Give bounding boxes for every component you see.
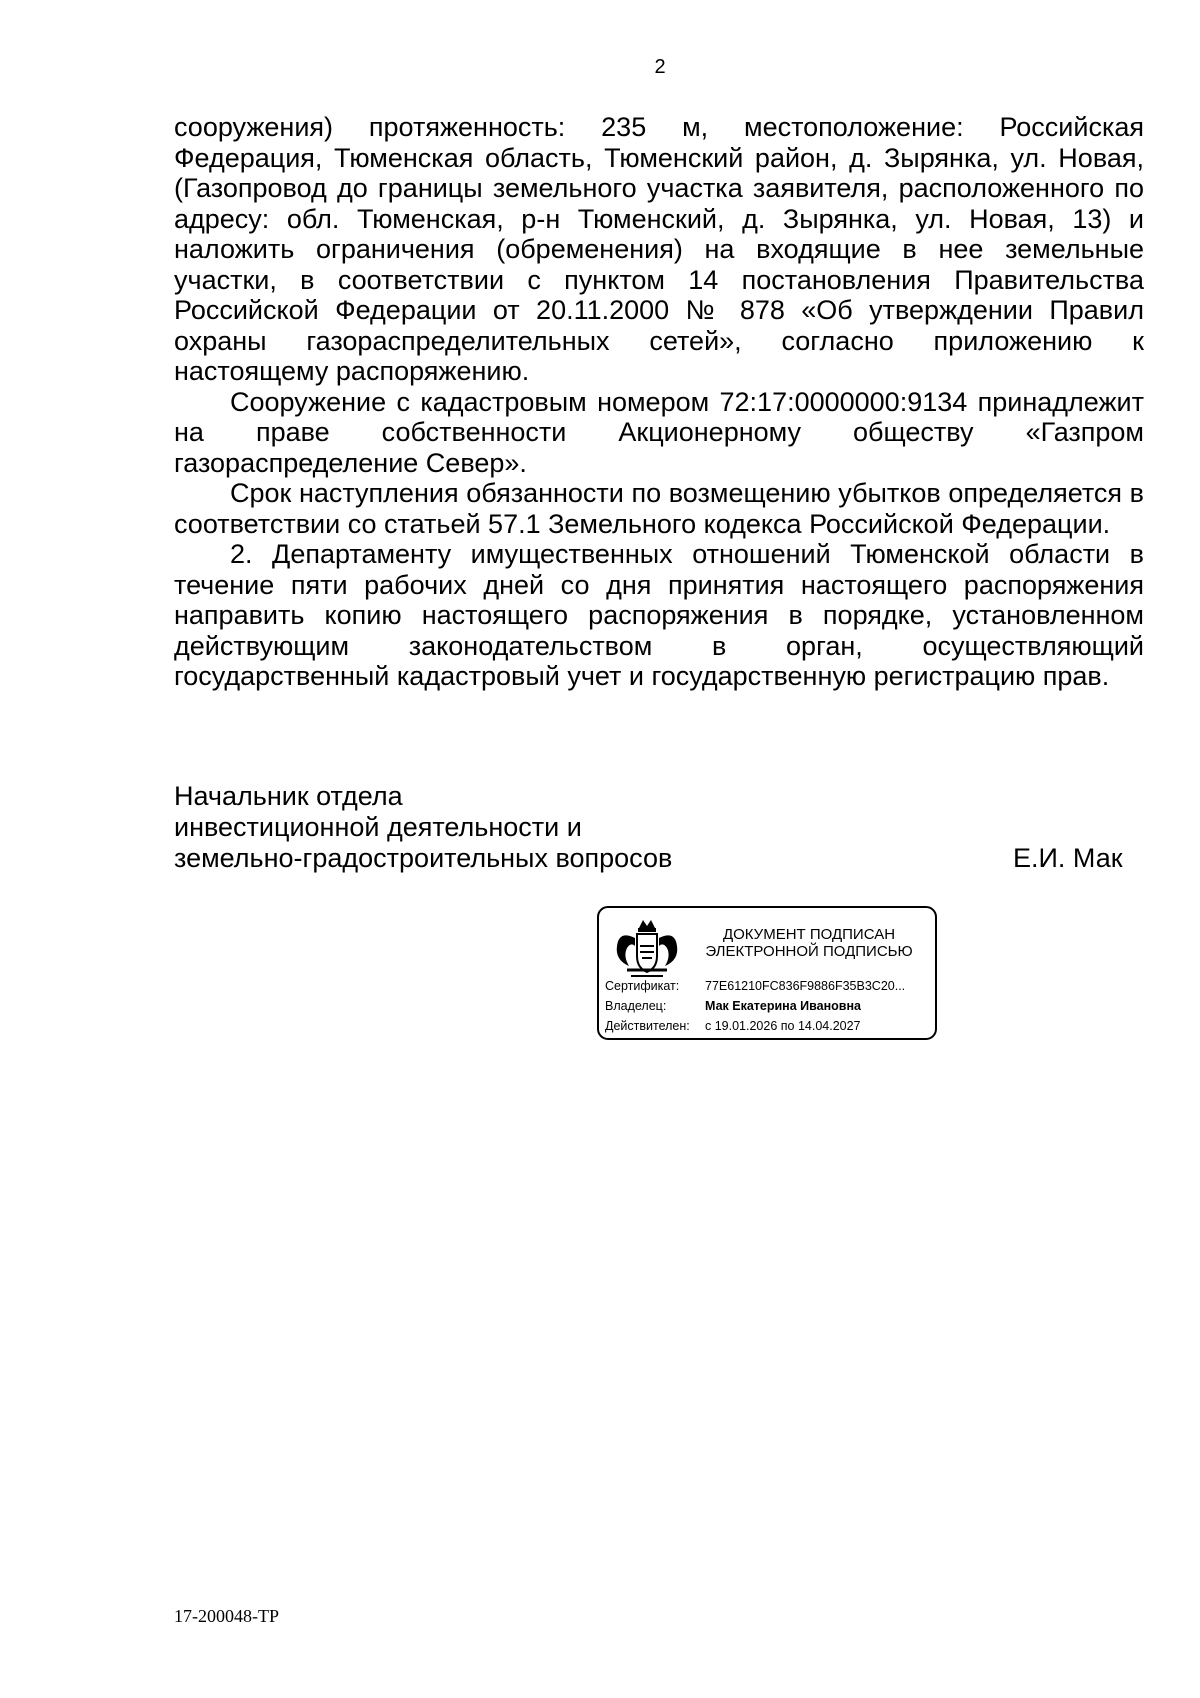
coat-of-arms-icon — [609, 916, 685, 980]
stamp-certificate-row — [605, 979, 905, 993]
paragraph-item-2: 2. Департаменту имущественных отношений Тюменской области в течение пяти рабочих дней со дня принятия настоящего распоряжения направить копию настоящего распоряжения в порядке, установленном действующим законодательством в орган, осуществляющий государственный кадастровый учет и государственную регистрацию прав. — [174, 539, 1144, 691]
validity-value: с 19.01.2026 по 14.04.2027 — [705, 1019, 861, 1033]
signatory-name: Е.И. Мак — [1013, 843, 1123, 873]
certificate-label: Сертификат: — [605, 979, 680, 993]
paragraph-ownership: Сооружение с кадастровым номером 72:17:0000000:9134 принадлежит на праве собственности Акционерному обществу «Газпром газораспределение Север». — [174, 386, 1144, 478]
electronic-signature-stamp — [597, 906, 937, 1040]
position-line: инвестиционной деятельности и — [174, 812, 582, 842]
certificate-value: 77E61210FC836F9886F35B3C20... — [705, 979, 906, 993]
stamp-validity-row — [605, 1019, 861, 1033]
position-line: Начальник отдела — [174, 781, 403, 811]
document-body — [174, 112, 1144, 692]
paragraph-damages-term: Срок наступления обязанности по возмещению убытков определяется в соответствии со статьей 57.1 Земельного кодекса Российской Федерации. — [174, 478, 1144, 539]
document-code: 17-200048-ТР — [174, 1606, 279, 1626]
stamp-owner-row — [605, 999, 861, 1013]
paragraph-continuation: сооружения) протяженность: 235 м, местоположение: Российская Федерация, Тюменская область, Тюменский район, д. Зырянка, ул. Новая, (Газопровод до границы земельного участка заявителя, расположенного по адресу: обл. Тюменская, р-н Тюменский, д. Зырянка, ул. Новая, 13) и наложить ограничения (обременения) на входящие в нее земельные участки, в соответствии с пунктом 14 постановления Правительства Российской Федерации от 20.11.2000 № 878 «Об утверждении Правил охраны газораспределительных сетей», согласно приложению к настоящему распоряжению. — [174, 112, 1144, 386]
validity-label: Действителен: — [605, 1019, 690, 1033]
stamp-title-line: ЭЛЕКТРОННОЙ ПОДПИСЬЮ — [705, 943, 913, 960]
stamp-title-line: ДОКУМЕНТ ПОДПИСАН — [722, 926, 896, 943]
stamp-title — [689, 926, 929, 960]
position-line: земельно-градостроительных вопросов — [174, 843, 673, 873]
owner-value: Мак Екатерина Ивановна — [705, 999, 861, 1013]
owner-label: Владелец: — [605, 999, 667, 1013]
page-number: 2 — [654, 56, 666, 78]
